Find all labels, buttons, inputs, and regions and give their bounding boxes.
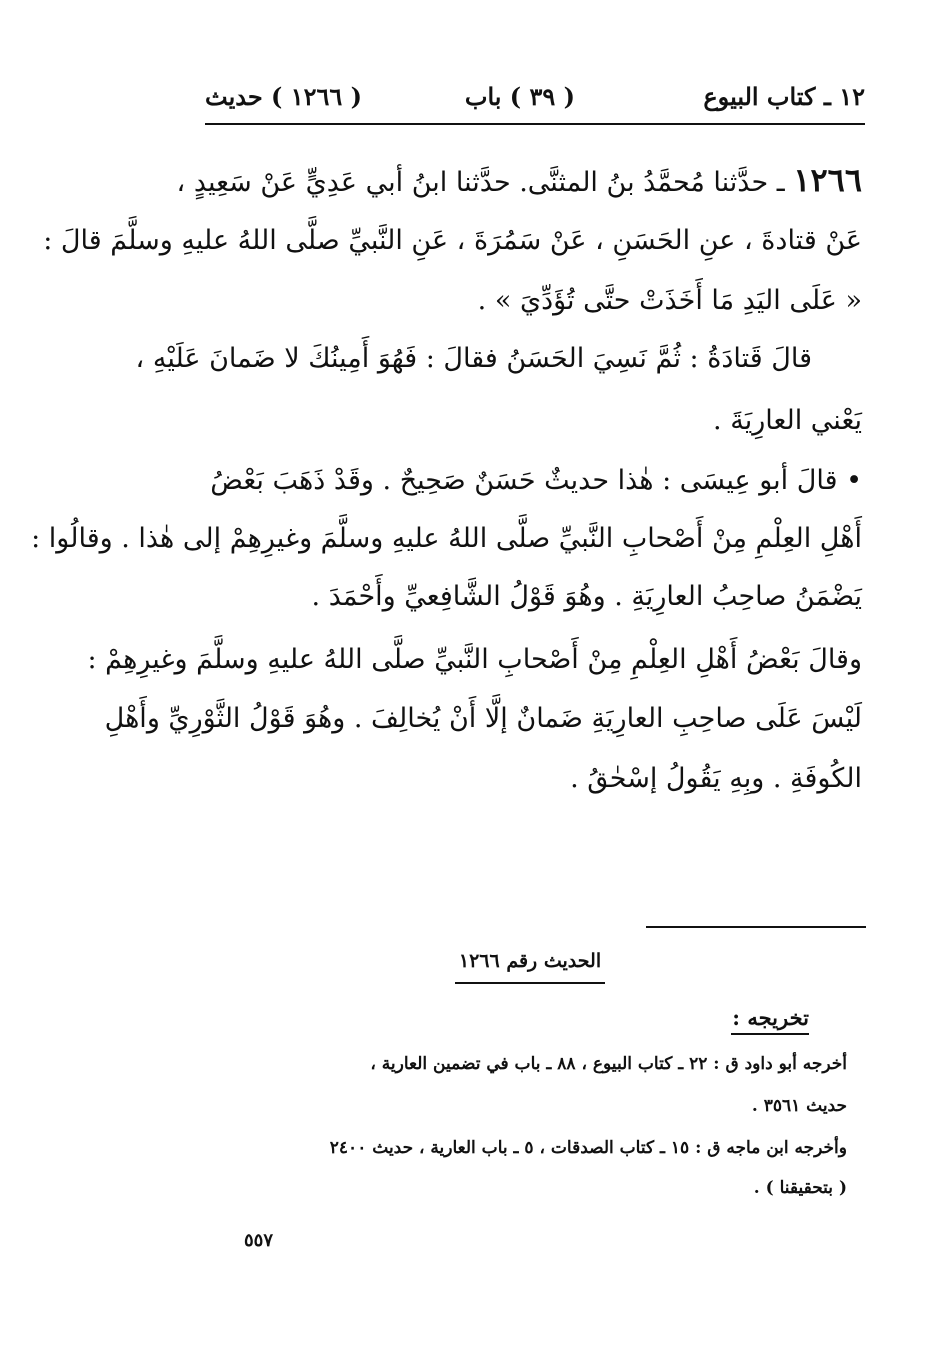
commentary-line-2: أَهْلِ العِلْمِ مِنْ أَصْحابِ النَّبيِّ صلَّى اللهُ عليهِ وسلَّمَ وغيرِهِمْ إلى هٰذا . وقالُوا : xyxy=(31,523,862,554)
hadith-number: ١٢٦٦ xyxy=(793,161,862,199)
commentary-line-1: • قالَ أبو عِيسَى : هٰذا حديثٌ حَسَنٌ صَحِيحٌ . وقَدْ ذَهَبَ بَعْضُ xyxy=(210,465,862,496)
takhrij-underline xyxy=(731,1033,809,1035)
footnote-hadith-ref-underline xyxy=(455,982,605,984)
hadith-line-4: قالَ قَتادَةُ : ثُمَّ نَسِيَ الحَسَنُ فقالَ : فَهُوَ أَمِينُكَ لا ضَمانَ عَلَيْهِ ، xyxy=(135,343,812,374)
footnote-line-1: أخرجه أبو داود ق : ٢٢ ـ كتاب البيوع ، ٨٨ ـ باب في تضمين العارية ، xyxy=(370,1054,847,1074)
footnote-line-2: حديث ٣٥٦١ . xyxy=(751,1096,847,1116)
hadith-line-1-text: ـ حدَّثنا مُحمَّدُ بنُ المثنَّى. حدَّثنا ابنُ أبي عَدِيٍّ عَنْ سَعِيدٍ ، xyxy=(176,167,794,198)
header-chapter: ١٢ ـ كتاب البيوع xyxy=(703,82,865,111)
page-number: ٥٥٧ xyxy=(244,1230,274,1251)
footnote-line-3: وأخرجه ابن ماجه ق : ١٥ ـ كتاب الصدقات ، ٥ ـ باب العارية ، حديث ٢٤٠٠ xyxy=(329,1138,847,1158)
commentary-line-4: وقالَ بَعْضُ أَهْلِ العِلْمِ مِنْ أَصْحابِ النَّبيِّ صلَّى اللهُ عليهِ وسلَّمَ وغيرِهِمْ : xyxy=(87,644,862,675)
hadith-line-5: يَعْني العارِيَةَ . xyxy=(713,405,862,436)
footnote-hadith-ref: الحديث رقم ١٢٦٦ xyxy=(458,950,602,972)
header-rule xyxy=(205,123,865,125)
commentary-line-5: لَيْسَ عَلَى صاحِبِ العارِيَةِ ضَمانٌ إلَّا أَنْ يُخالِفَ . وهُوَ قَوْلُ الثَّوْرِيِّ وأَهْلِ xyxy=(104,703,862,734)
footnote-separator xyxy=(646,926,866,928)
header-bab: ( ٣٩ ) باب xyxy=(464,82,575,111)
commentary-line-3: يَضْمَنُ صاحِبُ العارِيَةِ . وهُوَ قَوْلُ الشَّافِعيِّ وأَحْمَدَ . xyxy=(311,581,862,612)
hadith-line-3: « عَلَى اليَدِ مَا أَخَذَتْ حتَّى تُؤَدِّيَ » . xyxy=(477,285,862,316)
commentary-line-6: الكُوفَةِ . وبِهِ يَقُولُ إسْحٰقُ . xyxy=(570,763,862,794)
running-header xyxy=(205,82,865,122)
hadith-line-2: عَنْ قتادةَ ، عنِ الحَسَنِ ، عَنْ سَمُرَةَ ، عَنِ النَّبيِّ صلَّى اللهُ عليهِ وسلَّمَ قالَ : xyxy=(43,225,862,256)
header-hadith-number: ( ١٢٦٦ ) حديث xyxy=(205,82,363,111)
hadith-line-1 xyxy=(177,161,862,202)
footnote-line-4: ( بتحقيقنا ) . xyxy=(753,1178,847,1198)
takhrij-label: تخريجه : xyxy=(732,1005,809,1030)
